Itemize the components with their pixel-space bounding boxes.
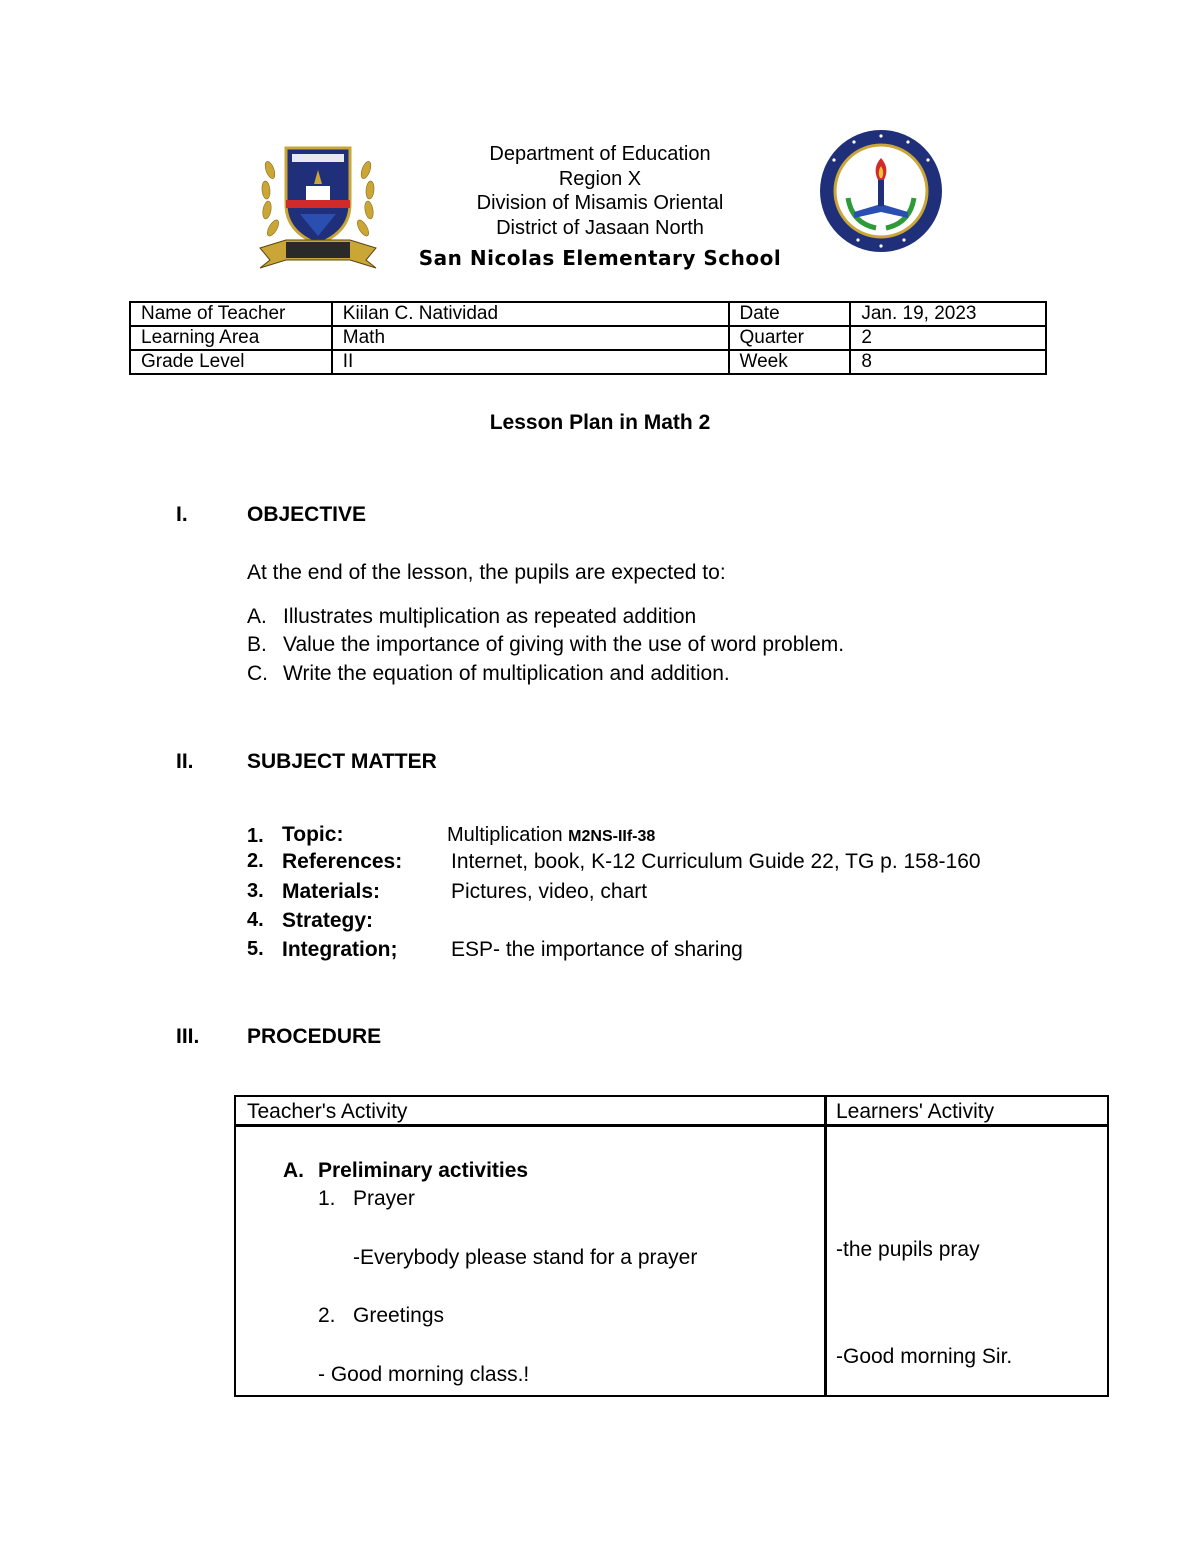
section-number-subject-matter: II.	[176, 750, 194, 773]
header-district: District of Jasaan North	[496, 217, 704, 239]
lesson-info-table	[129, 301, 1047, 375]
step-number: 2.	[318, 1304, 336, 1327]
san-nicolas-school-seal	[818, 128, 944, 254]
procedure-table	[234, 1095, 1109, 1397]
learner-line-prayer: -the pupils pray	[836, 1238, 980, 1261]
list-item: B. Value the importance of giving with the use of word problem.	[247, 633, 845, 656]
subject-value-references: Internet, book, K-12 Curriculum Guide 22, TG p. 158-160	[451, 850, 981, 873]
teacher-line-prayer: -Everybody please stand for a prayer	[353, 1246, 698, 1269]
info-label-learning-area: Learning Area	[130, 326, 332, 350]
info-value-teacher: Kiilan C. Natividad	[332, 302, 729, 326]
curriculum-code: M2NS-IIf-38	[568, 828, 656, 845]
info-label-teacher: Name of Teacher	[130, 302, 332, 326]
subject-value-materials: Pictures, video, chart	[451, 880, 648, 903]
info-value-week: 8	[850, 350, 1046, 374]
teacher-line-greetings: - Good morning class.!	[318, 1363, 530, 1386]
info-label-quarter: Quarter	[729, 326, 851, 350]
column-divider	[824, 1097, 827, 1395]
list-item: A. Illustrates multiplication as repeated addition	[247, 605, 697, 628]
step-title-greetings: Greetings	[353, 1304, 445, 1327]
section-title-objective: OBJECTIVE	[247, 503, 367, 526]
section-number-objective: I.	[176, 503, 188, 526]
subject-item-number: 5.	[247, 938, 264, 960]
step-number: 1.	[318, 1187, 336, 1210]
subject-label-strategy: Strategy:	[282, 909, 374, 932]
header-region: Region X	[558, 168, 642, 190]
header-division: Division of Misamis Oriental	[476, 192, 724, 214]
page-title: Lesson Plan in Math 2	[489, 411, 711, 434]
learner-line-greetings: -Good morning Sir.	[836, 1345, 1013, 1368]
subject-label-materials: Materials:	[282, 880, 381, 903]
info-label-week: Week	[729, 350, 851, 374]
subject-label-references: References:	[282, 850, 403, 873]
table-row	[130, 350, 1046, 374]
info-value-date: Jan. 19, 2023	[850, 302, 1046, 326]
subject-label-topic: Topic:	[282, 823, 344, 846]
subject-item-number: 4.	[247, 909, 264, 931]
info-value-learning-area: Math	[332, 326, 729, 350]
table-row	[130, 326, 1046, 350]
info-value-grade-level: II	[332, 350, 729, 374]
subject-label-integration: Integration;	[282, 938, 398, 961]
objective-intro: At the end of the lesson, the pupils are expected to:	[247, 561, 726, 584]
info-label-date: Date	[729, 302, 851, 326]
school-name: San Nicolas Elementary School	[418, 246, 782, 270]
procedure-section-letter: A.	[283, 1159, 304, 1182]
subject-item-number: 1.	[247, 825, 264, 847]
subject-value-topic: Multiplication M2NS-IIf-38	[447, 824, 656, 846]
procedure-section-title: Preliminary activities	[318, 1159, 529, 1182]
section-number-procedure: III.	[176, 1025, 200, 1048]
header-department: Department of Education	[489, 143, 711, 165]
section-title-procedure: PROCEDURE	[247, 1025, 382, 1048]
header-teachers-activity: Teacher's Activity	[247, 1100, 408, 1123]
subject-value-integration: ESP- the importance of sharing	[451, 938, 743, 961]
step-title-prayer: Prayer	[353, 1187, 415, 1210]
table-row	[130, 302, 1046, 326]
list-item: C. Write the equation of multiplication and addition.	[247, 662, 730, 685]
header-learners-activity: Learners' Activity	[836, 1100, 995, 1123]
info-label-grade-level: Grade Level	[130, 350, 332, 374]
subject-item-number: 2.	[247, 850, 264, 872]
section-title-subject-matter: SUBJECT MATTER	[247, 750, 437, 773]
san-nicolas-school-seal-icon	[818, 128, 944, 254]
info-value-quarter: 2	[850, 326, 1046, 350]
subject-item-number: 3.	[247, 880, 264, 902]
